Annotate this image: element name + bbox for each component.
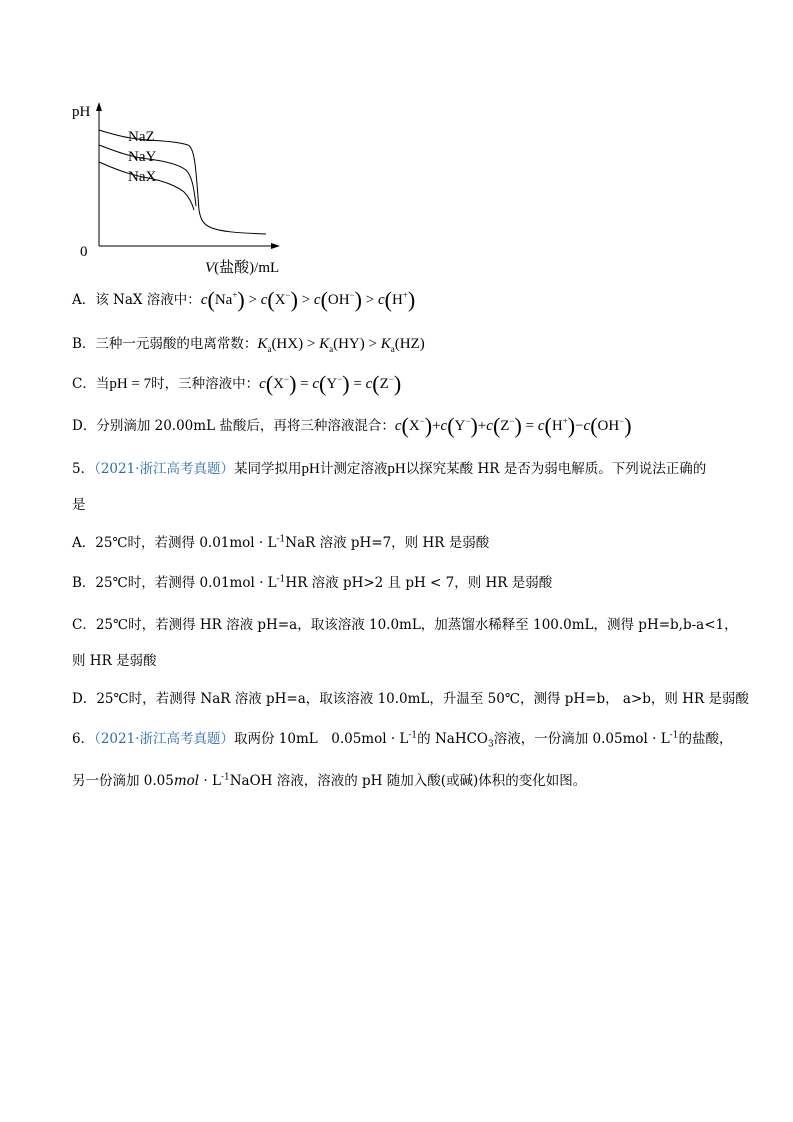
q6-stem-line2: 另一份滴加 $0.05mol \cdot L^{-1}NaOH$ 溶液，溶液的 pH 随加入酸(或碱)体积的变化如图。 (72, 772, 587, 789)
formula-d: c(X−)+c(Y−)+c(Z−) = c(H+)−c(OH−) (394, 413, 632, 438)
x-axis-label (205, 258, 279, 276)
option-label: B．三种一元弱酸的电离常数： (72, 336, 258, 352)
q5-option-d: D．25℃时，若测得 NaR 溶液 pH=a，取该溶液 10.0mL，升温至 50℃，测得 pH=b， a>b，则 HR 是弱酸 (72, 691, 749, 707)
q5-option-b: B．25℃时，若测得 $0.01mol \cdot L^{-1}HR$ 溶液 pH>2 且 pH < 7，则 HR 是弱酸 (72, 574, 553, 591)
q5-stem-line2: 是 (72, 497, 86, 513)
q4-option-d: D．分别滴加 20.00mL 盐酸后，再将三种溶液混合：c(X−)+c(Y−)+c(Z−) = c(H+)−c(OH−) (72, 413, 632, 438)
q5-stem-line1: 5．（2021·浙江高考真题）某同学拟用pH计测定溶液pH以探究某酸 HR 是否为弱电解质。下列说法正确的 (72, 461, 707, 477)
q5-option-a: A．25℃时，若测得 $0.01mol \cdot L^{-1}NaR$ 溶液 pH=7，则 HR 是弱酸 (72, 534, 490, 551)
curve-label-nax: NaX (128, 169, 157, 185)
q5-option-c-line2: 则 HR 是弱酸 (72, 653, 157, 669)
titration-graph (70, 100, 280, 280)
q5-option-c-line1: C．25℃时，若测得 HR 溶液 pH=a，取该溶液 10.0mL，加蒸馏水稀释至 100.0mL，测得 pH=b,b-a<1， (72, 617, 738, 633)
q4-option-b (72, 334, 425, 354)
option-label: A．该 NaX 溶液中： (72, 292, 201, 308)
q4-option-a (72, 287, 416, 312)
q6-stem-line1: 6．（2021·浙江高考真题）取两份 10mL $0.05mol \cdot L^{-1}$的 NaHCO$_3$溶液，一份滴加 $0.05mol \cdot L^{-1}$的盐酸， (72, 730, 733, 750)
origin-label: 0 (80, 244, 88, 260)
curve-naz (99, 130, 266, 234)
curve-label-nay: NaY (128, 149, 157, 165)
source-tag: （2021·浙江高考真题） (94, 461, 234, 477)
x-axis-label-rest: (盐酸)/mL (214, 260, 280, 276)
formula-b: $K_a(HX) > K_a(HY) > K_a(HZ)$ (257, 336, 425, 354)
source-tag: （2021·浙江高考真题） (94, 731, 234, 747)
y-axis-arrow (96, 102, 102, 111)
y-axis-label: pH (72, 104, 91, 120)
x-axis-label-var: V (205, 260, 215, 276)
x-axis-arrow (271, 243, 280, 249)
formula-c: c(X−) = c(Y−) = c(Z−) (259, 371, 402, 396)
curve-label-naz: NaZ (128, 129, 155, 145)
formula-a: c(Na+) > c(X−) > c(OH−) > c(H+) (200, 287, 416, 312)
q4-option-c: C．当pH = 7时，三种溶液中：c(X−) = c(Y−) = c(Z−) (72, 371, 402, 396)
